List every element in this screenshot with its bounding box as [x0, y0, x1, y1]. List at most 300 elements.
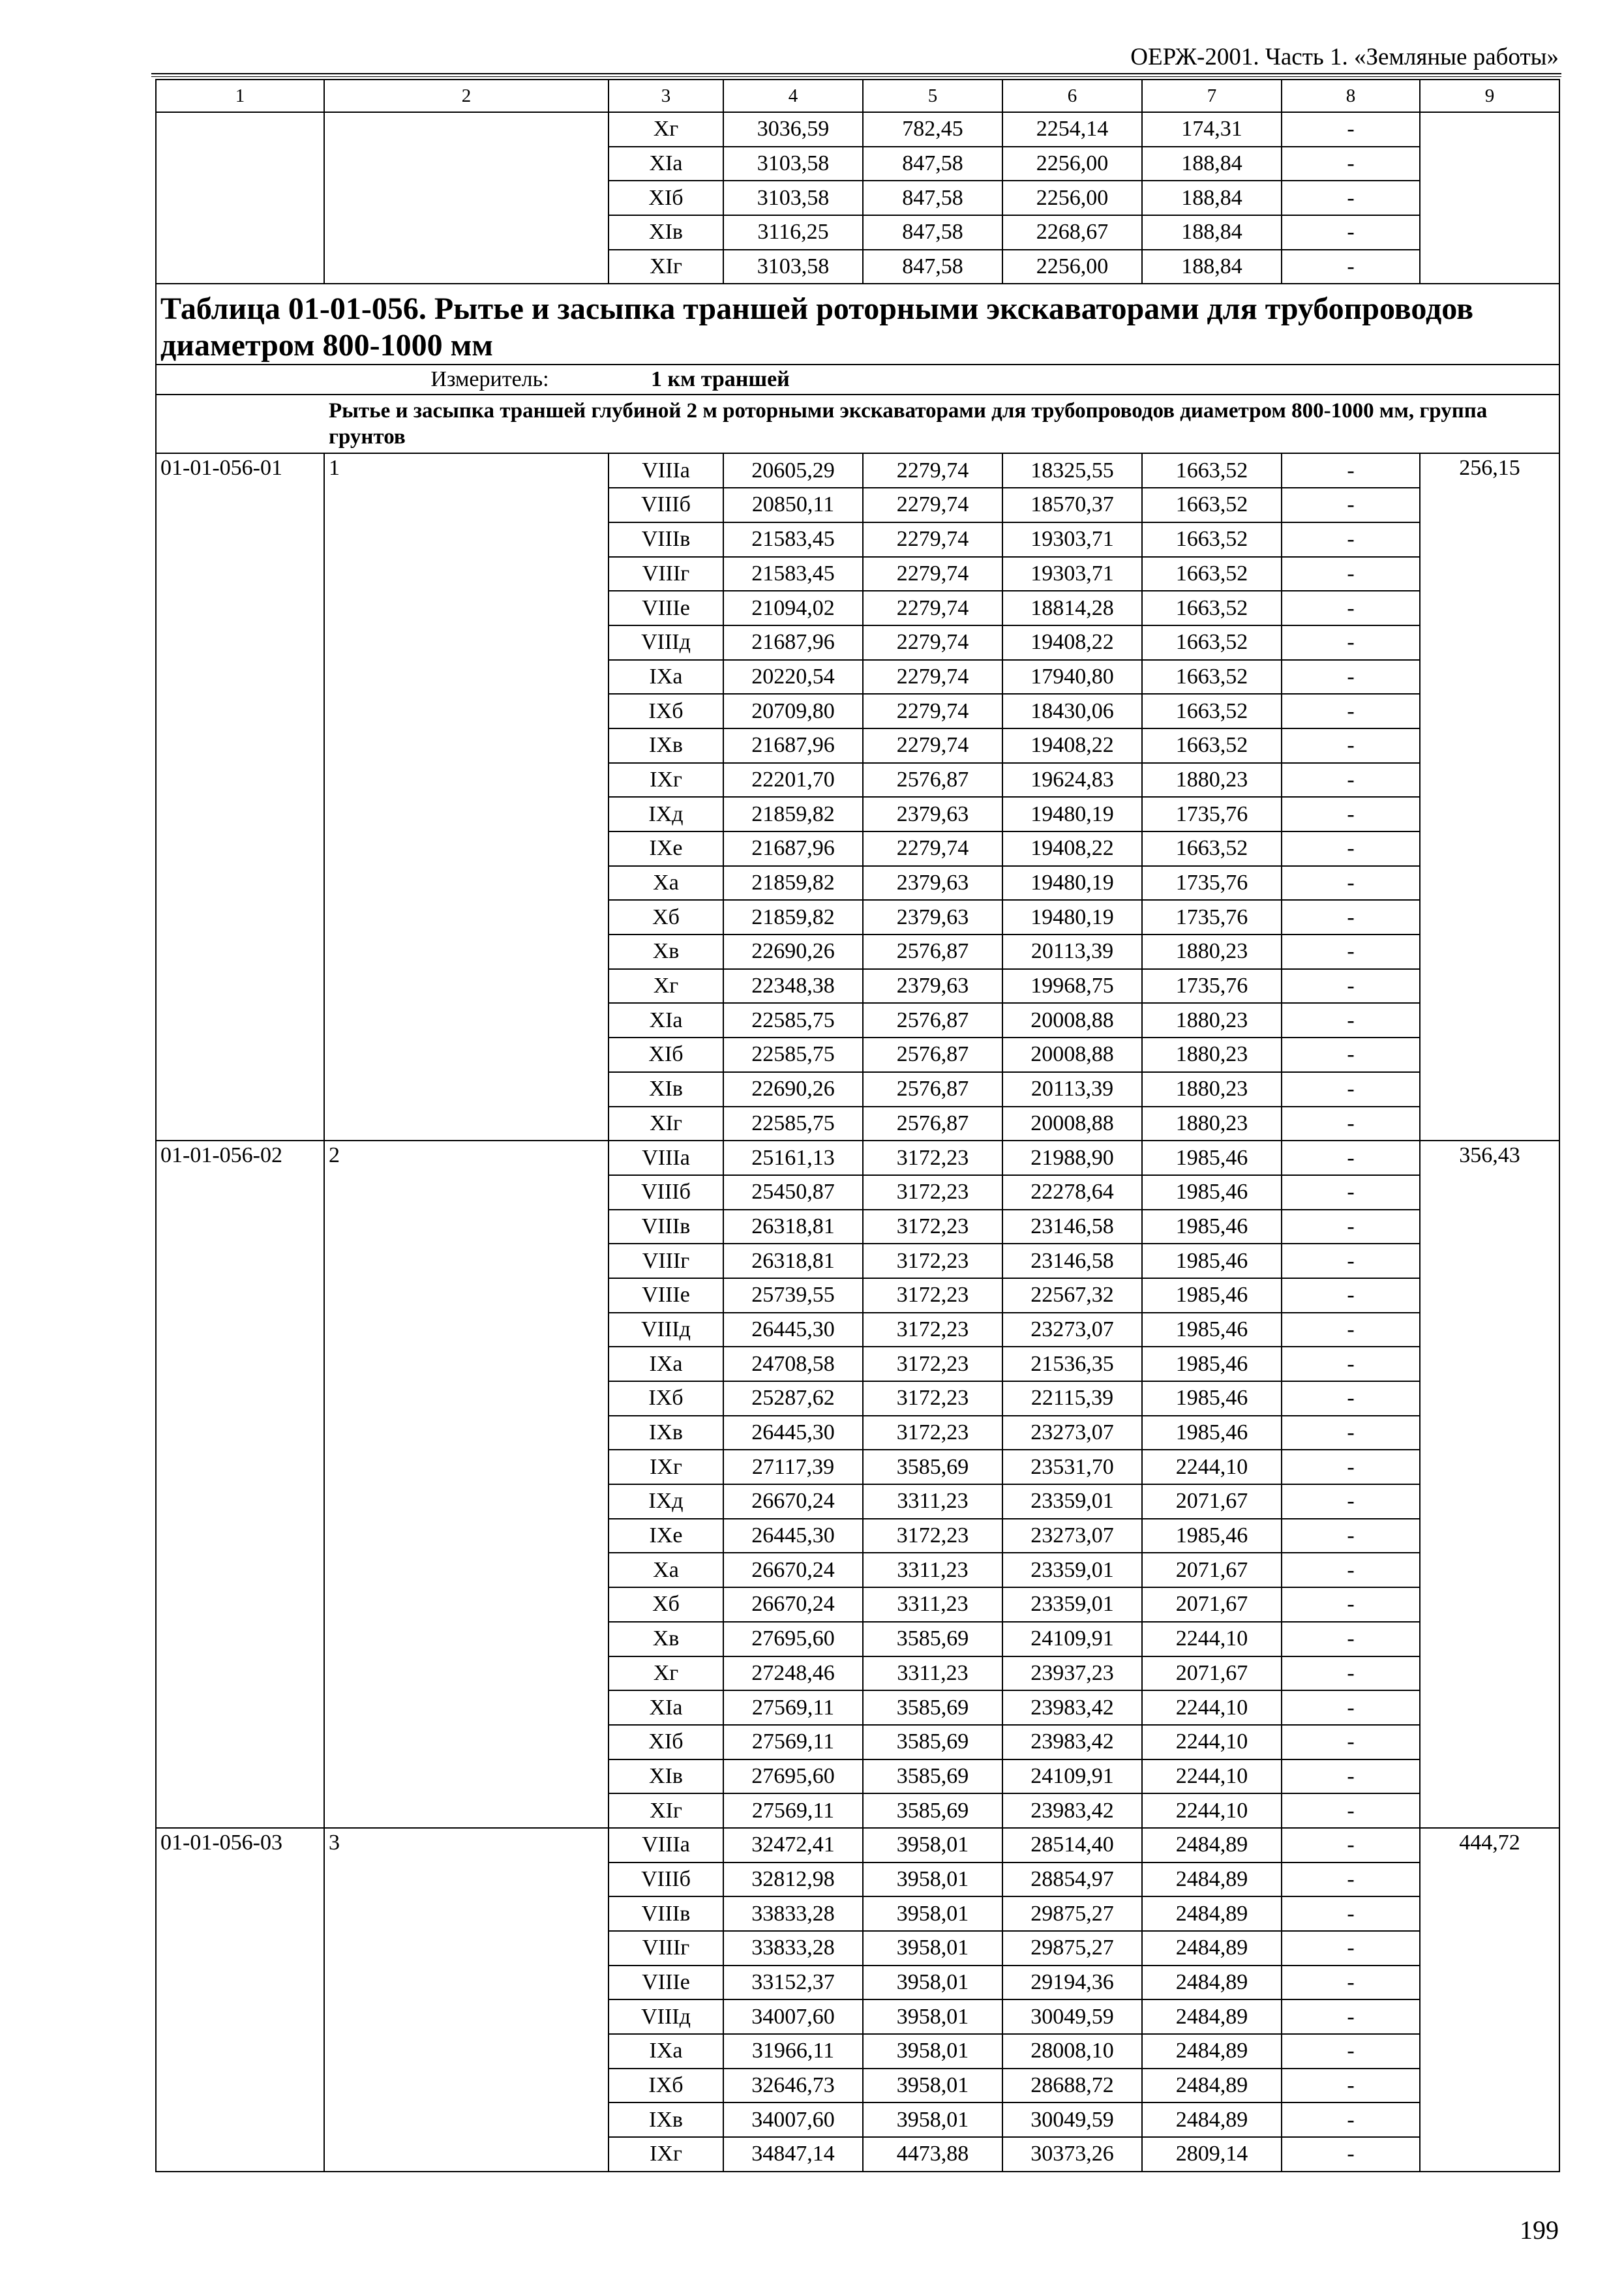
- data-cell: 1880,23: [1142, 1107, 1282, 1141]
- data-cell: IXг: [609, 1450, 723, 1484]
- data-cell: 2576,87: [863, 763, 1002, 798]
- data-cell: 20709,80: [723, 694, 863, 728]
- item-col9: 356,43: [1420, 1141, 1559, 1828]
- table-row: [156, 112, 1559, 147]
- data-cell: 23273,07: [1002, 1313, 1142, 1347]
- data-cell: 2279,74: [863, 591, 1002, 625]
- data-cell: 19303,71: [1002, 522, 1142, 557]
- data-cell: 22115,39: [1002, 1381, 1142, 1416]
- data-cell: XIб: [609, 181, 723, 215]
- data-cell: -: [1282, 935, 1420, 969]
- data-cell: -: [1282, 591, 1420, 625]
- data-cell: 21687,96: [723, 728, 863, 763]
- data-cell: 21094,02: [723, 591, 863, 625]
- data-cell: 2256,00: [1002, 147, 1142, 181]
- data-cell: 26318,81: [723, 1210, 863, 1244]
- data-cell: -: [1282, 522, 1420, 557]
- table-title-row: [156, 284, 1559, 365]
- data-cell: 19624,83: [1002, 763, 1142, 798]
- data-cell: 3958,01: [863, 1999, 1002, 2034]
- data-cell: 23146,58: [1002, 1210, 1142, 1244]
- data-cell: 847,58: [863, 215, 1002, 250]
- data-cell: IXд: [609, 1484, 723, 1519]
- data-cell: -: [1282, 660, 1420, 695]
- data-cell: Xг: [609, 1656, 723, 1691]
- data-cell: 1663,52: [1142, 728, 1282, 763]
- data-cell: 24708,58: [723, 1347, 863, 1381]
- data-cell: 174,31: [1142, 112, 1282, 147]
- data-cell: 3585,69: [863, 1759, 1002, 1794]
- data-cell: 33152,37: [723, 1966, 863, 2000]
- data-cell: 2484,89: [1142, 1966, 1282, 2000]
- data-cell: 21583,45: [723, 557, 863, 591]
- data-cell: 19968,75: [1002, 969, 1142, 1004]
- data-cell: 3585,69: [863, 1450, 1002, 1484]
- data-cell: 25450,87: [723, 1175, 863, 1210]
- data-cell: -: [1282, 1416, 1420, 1450]
- data-cell: 32472,41: [723, 1828, 863, 1863]
- data-cell: 2279,74: [863, 694, 1002, 728]
- data-cell: XIб: [609, 1725, 723, 1759]
- data-cell: 3958,01: [863, 2069, 1002, 2103]
- item-col9: 256,15: [1420, 453, 1559, 1141]
- data-cell: 188,84: [1142, 147, 1282, 181]
- data-cell: 1880,23: [1142, 935, 1282, 969]
- data-cell: -: [1282, 866, 1420, 901]
- data-cell: 1735,76: [1142, 866, 1282, 901]
- data-cell: -: [1282, 969, 1420, 1004]
- data-cell: -: [1282, 1003, 1420, 1038]
- data-cell: 21687,96: [723, 625, 863, 660]
- data-cell: 2484,89: [1142, 1828, 1282, 1863]
- data-cell: Xa: [609, 1553, 723, 1587]
- data-cell: 34007,60: [723, 2102, 863, 2137]
- data-cell: 23359,01: [1002, 1484, 1142, 1519]
- data-cell: 1985,46: [1142, 1141, 1282, 1175]
- data-cell: 188,84: [1142, 250, 1282, 284]
- data-cell: VIIIa: [609, 1828, 723, 1863]
- data-cell: 847,58: [863, 181, 1002, 215]
- data-cell: -: [1282, 1381, 1420, 1416]
- table-row: [156, 1141, 1559, 1175]
- data-cell: 2256,00: [1002, 250, 1142, 284]
- data-cell: 2484,89: [1142, 2034, 1282, 2069]
- data-cell: 1663,52: [1142, 625, 1282, 660]
- data-cell: 21536,35: [1002, 1347, 1142, 1381]
- data-cell: VIIIв: [609, 1896, 723, 1931]
- data-cell: 26670,24: [723, 1587, 863, 1622]
- data-cell: 2279,74: [863, 453, 1002, 488]
- data-cell: Xг: [609, 969, 723, 1004]
- data-cell: -: [1282, 1999, 1420, 2034]
- data-cell: -: [1282, 797, 1420, 831]
- data-cell: 1985,46: [1142, 1416, 1282, 1450]
- data-cell: IXe: [609, 1519, 723, 1553]
- column-number: 4: [723, 80, 863, 112]
- data-cell: VIIIг: [609, 1244, 723, 1278]
- data-cell: 2379,63: [863, 900, 1002, 935]
- data-cell: XIa: [609, 1003, 723, 1038]
- data-cell: 1985,46: [1142, 1210, 1282, 1244]
- data-cell: VIIIд: [609, 625, 723, 660]
- data-cell: 19408,22: [1002, 831, 1142, 866]
- data-cell: 19408,22: [1002, 625, 1142, 660]
- data-cell: -: [1282, 2034, 1420, 2069]
- data-cell: VIIIд: [609, 1999, 723, 2034]
- data-cell: 18430,06: [1002, 694, 1142, 728]
- data-cell: 2379,63: [863, 797, 1002, 831]
- data-cell: -: [1282, 1107, 1420, 1141]
- data-cell: 3172,23: [863, 1210, 1002, 1244]
- data-cell: 21583,45: [723, 522, 863, 557]
- data-cell: XIв: [609, 1072, 723, 1107]
- item-label: 2: [324, 1141, 609, 1828]
- data-cell: 2576,87: [863, 1072, 1002, 1107]
- data-cell: VIIIa: [609, 1141, 723, 1175]
- data-cell: -: [1282, 488, 1420, 522]
- data-cell: -: [1282, 1141, 1420, 1175]
- data-cell: 27248,46: [723, 1656, 863, 1691]
- data-cell: 21859,82: [723, 797, 863, 831]
- data-cell: VIIIб: [609, 1175, 723, 1210]
- data-cell: -: [1282, 728, 1420, 763]
- data-cell: 22585,75: [723, 1107, 863, 1141]
- data-cell: -: [1282, 1244, 1420, 1278]
- data-cell: 23937,23: [1002, 1656, 1142, 1691]
- data-cell: 1663,52: [1142, 453, 1282, 488]
- data-cell: 27695,60: [723, 1759, 863, 1794]
- data-cell: 3958,01: [863, 1966, 1002, 2000]
- unit-cell: [156, 365, 1559, 395]
- data-cell: VIIIв: [609, 1210, 723, 1244]
- data-cell: IXб: [609, 2069, 723, 2103]
- data-cell: VIIIд: [609, 1313, 723, 1347]
- data-cell: -: [1282, 1863, 1420, 1897]
- data-cell: 2268,67: [1002, 215, 1142, 250]
- data-cell: 25161,13: [723, 1141, 863, 1175]
- column-number: 6: [1002, 80, 1142, 112]
- data-cell: 22585,75: [723, 1038, 863, 1072]
- data-cell: -: [1282, 1484, 1420, 1519]
- data-cell: 2484,89: [1142, 2069, 1282, 2103]
- data-cell: -: [1282, 1347, 1420, 1381]
- data-cell: -: [1282, 2102, 1420, 2137]
- data-cell: 2484,89: [1142, 2102, 1282, 2137]
- data-cell: 28514,40: [1002, 1828, 1142, 1863]
- data-cell: 28854,97: [1002, 1863, 1142, 1897]
- data-cell: -: [1282, 2069, 1420, 2103]
- data-cell: VIIIe: [609, 1278, 723, 1313]
- data-cell: 20008,88: [1002, 1038, 1142, 1072]
- data-cell: 19480,19: [1002, 900, 1142, 935]
- data-cell: 29875,27: [1002, 1931, 1142, 1966]
- data-cell: 2256,00: [1002, 181, 1142, 215]
- data-cell: 2279,74: [863, 522, 1002, 557]
- data-cell: 23359,01: [1002, 1553, 1142, 1587]
- data-cell: 17940,80: [1002, 660, 1142, 695]
- data-cell: -: [1282, 557, 1420, 591]
- data-cell: XIa: [609, 147, 723, 181]
- data-cell: 3311,23: [863, 1553, 1002, 1587]
- data-cell: 3585,69: [863, 1793, 1002, 1828]
- data-cell: IXв: [609, 2102, 723, 2137]
- data-cell: -: [1282, 1313, 1420, 1347]
- data-cell: 34007,60: [723, 1999, 863, 2034]
- data-cell: 19408,22: [1002, 728, 1142, 763]
- data-cell: 3116,25: [723, 215, 863, 250]
- data-cell: 1985,46: [1142, 1175, 1282, 1210]
- data-cell: Хг: [609, 112, 723, 147]
- data-cell: VIIIe: [609, 1966, 723, 2000]
- data-cell: -: [1282, 1210, 1420, 1244]
- data-cell: 26318,81: [723, 1244, 863, 1278]
- data-cell: 24109,91: [1002, 1759, 1142, 1794]
- data-cell: -: [1282, 1656, 1420, 1691]
- data-cell: 2576,87: [863, 1107, 1002, 1141]
- data-cell: 23983,42: [1002, 1725, 1142, 1759]
- table-title: Таблица 01-01-056. Рытье и засыпка траншей роторными экскаваторами для трубопроводов диаметром 800-1000 мм: [156, 284, 1559, 365]
- data-cell: 3585,69: [863, 1725, 1002, 1759]
- data-cell: 20220,54: [723, 660, 863, 695]
- data-cell: 20605,29: [723, 453, 863, 488]
- data-cell: -: [1282, 181, 1420, 215]
- data-cell: -: [1282, 1553, 1420, 1587]
- data-cell: 28008,10: [1002, 2034, 1142, 2069]
- data-cell: IXб: [609, 694, 723, 728]
- item-label: 1: [324, 453, 609, 1141]
- data-cell: 26445,30: [723, 1416, 863, 1450]
- data-cell: 1985,46: [1142, 1519, 1282, 1553]
- data-cell: 2279,74: [863, 625, 1002, 660]
- data-cell: 3585,69: [863, 1690, 1002, 1725]
- data-cell: 2809,14: [1142, 2137, 1282, 2172]
- data-cell: 18814,28: [1002, 591, 1142, 625]
- data-cell: -: [1282, 147, 1420, 181]
- data-cell: 21859,82: [723, 900, 863, 935]
- data-cell: 1880,23: [1142, 1072, 1282, 1107]
- data-cell: Xa: [609, 866, 723, 901]
- data-cell: 31966,11: [723, 2034, 863, 2069]
- header-rule-thin: [151, 76, 1561, 77]
- data-cell: 3172,23: [863, 1381, 1002, 1416]
- column-number: 9: [1420, 80, 1559, 112]
- data-cell: 847,58: [863, 147, 1002, 181]
- data-cell: 25287,62: [723, 1381, 863, 1416]
- column-number: 8: [1282, 80, 1420, 112]
- description-cell: [156, 395, 1559, 453]
- data-cell: 23983,42: [1002, 1690, 1142, 1725]
- data-cell: 20113,39: [1002, 1072, 1142, 1107]
- data-cell: VIIIб: [609, 488, 723, 522]
- data-cell: 22690,26: [723, 1072, 863, 1107]
- data-cell: 2279,74: [863, 728, 1002, 763]
- data-cell: -: [1282, 1896, 1420, 1931]
- data-cell: 1735,76: [1142, 969, 1282, 1004]
- data-cell: 29194,36: [1002, 1966, 1142, 2000]
- empty-cell: [324, 112, 609, 284]
- data-cell: 24109,91: [1002, 1622, 1142, 1656]
- data-cell: 4473,88: [863, 2137, 1002, 2172]
- data-cell: 2379,63: [863, 866, 1002, 901]
- data-cell: VIIIe: [609, 591, 723, 625]
- data-cell: VIIIa: [609, 453, 723, 488]
- empty-cell: [1420, 112, 1559, 284]
- data-cell: 21687,96: [723, 831, 863, 866]
- table-row: [156, 453, 1559, 488]
- data-cell: 33833,28: [723, 1931, 863, 1966]
- data-cell: 3958,01: [863, 1931, 1002, 1966]
- data-cell: 30049,59: [1002, 2102, 1142, 2137]
- data-cell: XIв: [609, 1759, 723, 1794]
- data-cell: 3103,58: [723, 181, 863, 215]
- data-cell: 3172,23: [863, 1347, 1002, 1381]
- data-cell: Xв: [609, 1622, 723, 1656]
- data-cell: 2254,14: [1002, 112, 1142, 147]
- data-cell: 26445,30: [723, 1313, 863, 1347]
- data-cell: -: [1282, 1690, 1420, 1725]
- data-cell: 3311,23: [863, 1587, 1002, 1622]
- data-cell: 27569,11: [723, 1793, 863, 1828]
- data-cell: 22348,38: [723, 969, 863, 1004]
- data-cell: 2279,74: [863, 488, 1002, 522]
- data-cell: IXa: [609, 660, 723, 695]
- data-cell: 1985,46: [1142, 1347, 1282, 1381]
- data-cell: 2244,10: [1142, 1450, 1282, 1484]
- data-cell: -: [1282, 215, 1420, 250]
- data-cell: IXг: [609, 763, 723, 798]
- data-cell: 1663,52: [1142, 488, 1282, 522]
- data-cell: 3172,23: [863, 1141, 1002, 1175]
- table-row: [156, 1828, 1559, 1863]
- data-cell: -: [1282, 900, 1420, 935]
- item-code: 01-01-056-02: [156, 1141, 324, 1828]
- data-cell: 2279,74: [863, 557, 1002, 591]
- data-cell: 3172,23: [863, 1278, 1002, 1313]
- data-cell: IXд: [609, 797, 723, 831]
- data-cell: 20008,88: [1002, 1107, 1142, 1141]
- data-cell: 782,45: [863, 112, 1002, 147]
- data-cell: 1985,46: [1142, 1381, 1282, 1416]
- data-cell: 30049,59: [1002, 1999, 1142, 2034]
- data-cell: 18325,55: [1002, 453, 1142, 488]
- data-cell: 2244,10: [1142, 1690, 1282, 1725]
- work-description: Рытье и засыпка траншей глубиной 2 м роторными экскаваторами для трубопроводов диаметром 800-1000 мм, группа грунтов: [329, 399, 1488, 449]
- item-code: 01-01-056-01: [156, 453, 324, 1141]
- data-cell: -: [1282, 763, 1420, 798]
- data-cell: 27117,39: [723, 1450, 863, 1484]
- data-cell: 18570,37: [1002, 488, 1142, 522]
- data-cell: 2071,67: [1142, 1484, 1282, 1519]
- header-rule: [151, 73, 1561, 74]
- data-cell: XIг: [609, 1793, 723, 1828]
- data-cell: 3958,01: [863, 1896, 1002, 1931]
- data-cell: Xб: [609, 900, 723, 935]
- item-label: 3: [324, 1828, 609, 2172]
- data-cell: 3036,59: [723, 112, 863, 147]
- data-cell: 2576,87: [863, 1003, 1002, 1038]
- page-number: 199: [1520, 2215, 1559, 2245]
- data-cell: 23146,58: [1002, 1244, 1142, 1278]
- data-cell: -: [1282, 1931, 1420, 1966]
- data-cell: -: [1282, 1828, 1420, 1863]
- data-cell: 29875,27: [1002, 1896, 1142, 1931]
- data-cell: -: [1282, 831, 1420, 866]
- column-number: 5: [863, 80, 1002, 112]
- data-cell: 19480,19: [1002, 797, 1142, 831]
- data-cell: VIIIв: [609, 522, 723, 557]
- data-cell: 19480,19: [1002, 866, 1142, 901]
- data-cell: 33833,28: [723, 1896, 863, 1931]
- data-cell: -: [1282, 694, 1420, 728]
- data-cell: -: [1282, 1038, 1420, 1072]
- data-cell: IXa: [609, 2034, 723, 2069]
- document-header: ОЕРЖ-2001. Часть 1. «Земляные работы»: [1130, 44, 1559, 70]
- data-cell: 32812,98: [723, 1863, 863, 1897]
- data-cell: 26670,24: [723, 1553, 863, 1587]
- data-cell: IXв: [609, 1416, 723, 1450]
- data-cell: 847,58: [863, 250, 1002, 284]
- data-cell: XIг: [609, 1107, 723, 1141]
- data-cell: -: [1282, 1793, 1420, 1828]
- data-cell: 2484,89: [1142, 1931, 1282, 1966]
- data-cell: -: [1282, 112, 1420, 147]
- data-cell: 27569,11: [723, 1690, 863, 1725]
- data-cell: 2279,74: [863, 660, 1002, 695]
- data-cell: 3311,23: [863, 1656, 1002, 1691]
- data-cell: 2071,67: [1142, 1587, 1282, 1622]
- data-cell: IXa: [609, 1347, 723, 1381]
- data-cell: 2484,89: [1142, 1896, 1282, 1931]
- data-cell: VIIIг: [609, 1931, 723, 1966]
- data-cell: IXг: [609, 2137, 723, 2172]
- data-cell: 2244,10: [1142, 1622, 1282, 1656]
- data-cell: XIa: [609, 1690, 723, 1725]
- data-cell: 2244,10: [1142, 1725, 1282, 1759]
- unit-value: 1 км траншей: [651, 367, 790, 392]
- data-cell: 1735,76: [1142, 797, 1282, 831]
- data-cell: 2576,87: [863, 1038, 1002, 1072]
- data-cell: IXб: [609, 1381, 723, 1416]
- data-cell: 3103,58: [723, 147, 863, 181]
- data-cell: 1880,23: [1142, 1038, 1282, 1072]
- unit-spacer: [157, 365, 329, 394]
- data-cell: 1663,52: [1142, 694, 1282, 728]
- item-code: 01-01-056-03: [156, 1828, 324, 2172]
- data-cell: XIг: [609, 250, 723, 284]
- data-cell: 3585,69: [863, 1622, 1002, 1656]
- unit-label: Измеритель:: [430, 367, 549, 392]
- data-cell: 20008,88: [1002, 1003, 1142, 1038]
- data-cell: 19303,71: [1002, 557, 1142, 591]
- data-cell: 3172,23: [863, 1175, 1002, 1210]
- data-cell: 1735,76: [1142, 900, 1282, 935]
- data-cell: 1880,23: [1142, 763, 1282, 798]
- data-cell: 1985,46: [1142, 1278, 1282, 1313]
- data-cell: 3958,01: [863, 2034, 1002, 2069]
- data-cell: 1663,52: [1142, 557, 1282, 591]
- empty-cell: [156, 112, 324, 284]
- data-cell: -: [1282, 625, 1420, 660]
- description-row: [156, 395, 1559, 453]
- data-cell: 3172,23: [863, 1519, 1002, 1553]
- data-cell: 22690,26: [723, 935, 863, 969]
- data-cell: 3311,23: [863, 1484, 1002, 1519]
- unit-line: [157, 365, 1559, 394]
- data-cell: 22585,75: [723, 1003, 863, 1038]
- data-cell: 3103,58: [723, 250, 863, 284]
- item-col9: 444,72: [1420, 1828, 1559, 2172]
- estimate-table: [155, 79, 1560, 2172]
